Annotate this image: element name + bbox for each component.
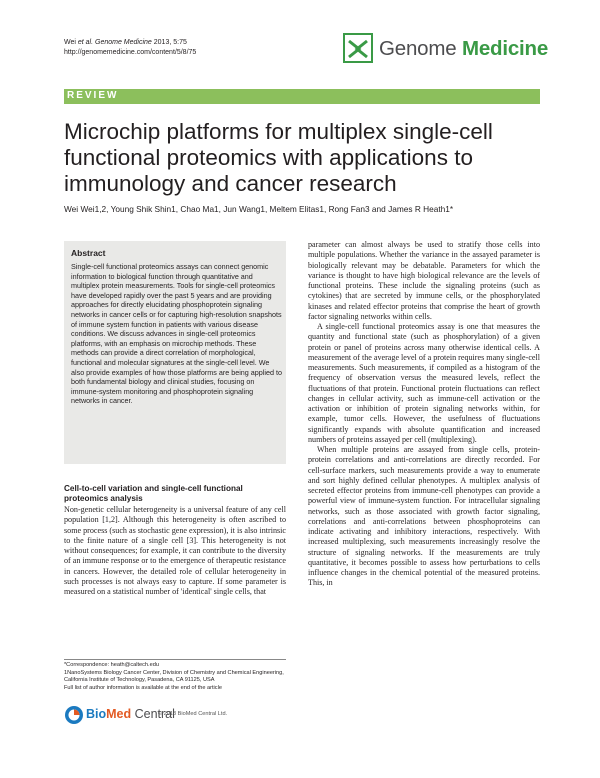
citation-line [64,38,196,58]
left-column-body [64,484,286,597]
paragraph: parameter can almost always be used to stratify those cells into multiple populations. Whether the variance in the assayed parameter is biologically relevant may be debatable. Parameters for which the variance is thought to have high biological relevance are the levels of functional proteins. These include the signaling proteins (such as cytokines) that are secreted by immune cells, or the phosphorylated kinases and related effector proteins that comprise the heart of growth factor signaling networks within cells. [308,240,540,321]
footnote-divider [64,659,286,660]
correspondence-footnote: *Correspondence: heath@caltech.edu [64,662,159,668]
article-title: Microchip platforms for multiplex single-cell functional proteomics with applications to immunology and cancer research [64,119,493,196]
footnotes [64,662,286,692]
genome-medicine-logo[interactable] [343,33,548,67]
abstract-heading: Abstract [71,248,106,258]
section-heading: Cell-to-cell variation and single-cell functional proteomics analysis [64,484,243,503]
genome-medicine-logo-text: Genome Medicine [379,37,549,60]
biomed-central-logo-text: BioMed Central [86,707,175,721]
section-paragraph: Non-genetic cellular heterogeneity is a universal feature of any cell population [1,2]. Although this heterogeneity is often ascribed to some process (such as stochastic gene expression), it is also intrinsic to the finite nature of a single cell [3]. This heterogeneity is not without consequences; for example, it can contribute to the diversity of an immune response or to the emergence of therapeutic resistance in cancers. However, the detailed role of cellular heterogeneity in such processes is not always easy to capture. If some parameter is measured on a statistical number of 'identical' single cells, that [64,505,286,596]
copyright-notice: © 2013 BioMed Central Ltd. [158,711,228,717]
biomed-central-logo-icon [64,705,84,725]
author-info-footnote: Full list of author information is available at the end of the article [64,684,222,691]
section-label: REVIEW [67,90,119,101]
affiliation-footnote: 1NanoSystems Biology Cancer Center, Division of Chemistry and Chemical Engineering, California Institute of Technology, Pasadena, CA 91125, USA [64,669,284,684]
citation-url[interactable]: http://genomemedicine.com/content/5/8/75 [64,49,197,56]
right-column-body [308,240,540,589]
paragraph: A single-cell functional proteomics assay is one that measures the quantity and functional state (such as phosphorylation) of a given protein or panel of proteins across many otherwise identical cells. A measurement of the average level of a protein requires many single-cell measurements. Such measurements, if compiled as a histogram of the frequency of observation versus the measured levels, reflect the fluctuations of that protein. Functional protein fluctuations can reflect changes in cellular activity, such as immune-cell activation or the activation or inhibition of protein signaling networks within, for example, tumor cells. However, the usefulness of fluctuations significantly expands with absolute quantification and increased numbers of proteins assayed per cell (multiplexing). [308,322,540,444]
citation-journal: Wei et al. Genome Medicine 2013, 5:75 [64,39,187,46]
author-list: Wei Wei1,2, Young Shik Shin1, Chao Ma1, Jun Wang1, Meltem Elitas1, Rong Fan3 and James R Heath1* [64,204,454,214]
section-label-bar [64,89,540,104]
paragraph: When multiple proteins are assayed from single cells, protein-protein correlations and anti-correlations are directly recorded. For cell-surface markers, such measurements provide a way to enumerate and sort highly defined cellular phenotypes. A multiplex analysis of secreted effector proteins from immune-cell phenotypes can provide a powerful view of immune-system function. For intracellular signaling networks, such as those associated with growth factor signaling, correlations and anti-correlations between phosphoproteins can indicate activating and inhibitory interactions, respectively. With increased multiplexing, such measurements increasingly resolve the structure of signaling networks. If the measurements are truly quantitative, it becomes possible to assess how perturbations to cells influence changes in the chemical potential of the measured proteins. This, in [308,445,540,588]
abstract-text: Single-cell functional proteomics assays can connect genomic information to biological function through quantitative and multiplex protein measurements. Tools for single-cell proteomics have developed rapidly over the past 5 years and are providing approaches for directly elucidating phosphoprotein signaling networks in cancer cells or for capturing high-resolution snapshots of immune system function in patients with various disease conditions. We discuss advances in single-cell proteomics platforms, with an emphasis on microchip methods. These methods can provide a direct correlation of morphological, functional and molecular signatures at the single-cell level. We also provide examples of how those platforms are being applied to both fundamental biology and clinical studies, focusing on immune-system monitoring and phosphoprotein signaling networks in cancer. [71,262,282,406]
abstract-box [64,241,286,464]
genome-medicine-logo-icon [343,33,373,63]
